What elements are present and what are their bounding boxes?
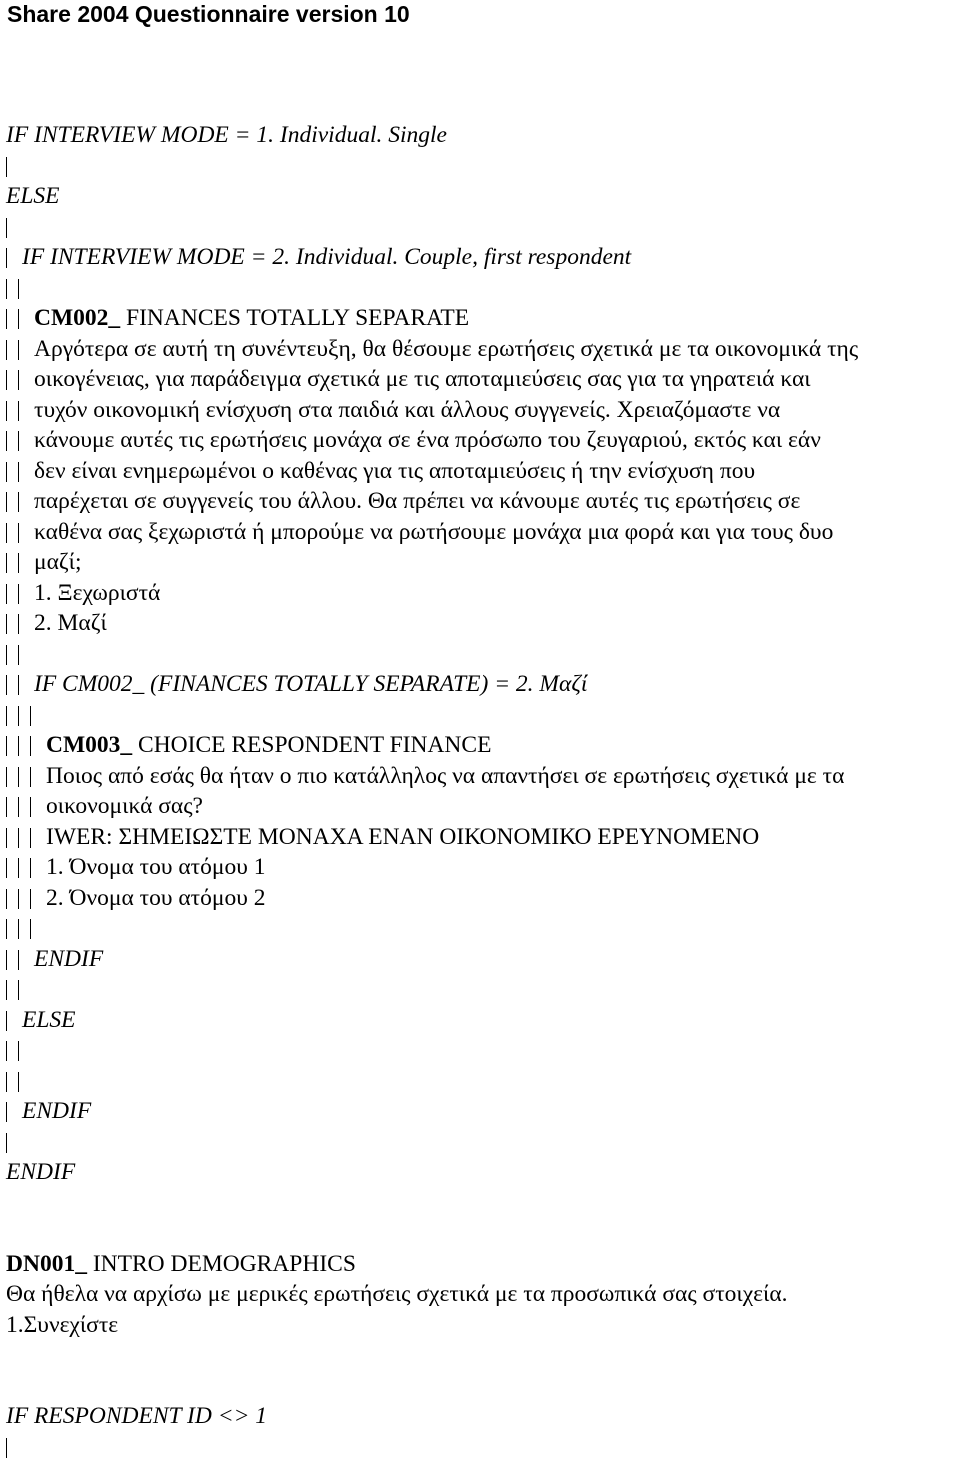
line-text bbox=[34, 547, 82, 577]
line-text bbox=[34, 303, 469, 333]
indent-bar bbox=[18, 980, 19, 1000]
indent-bar bbox=[18, 370, 19, 390]
indent-bar bbox=[30, 736, 31, 756]
indent-bar bbox=[18, 431, 19, 451]
line-text bbox=[34, 578, 160, 608]
line-text bbox=[34, 456, 755, 486]
line-text bbox=[46, 761, 844, 791]
indent-bar bbox=[6, 1133, 7, 1153]
line-text bbox=[22, 1005, 76, 1035]
line-content: CHOICE RESPONDENT FINANCE bbox=[132, 732, 492, 758]
indent-bar bbox=[6, 1011, 7, 1031]
line-text bbox=[6, 120, 447, 150]
indent-bar bbox=[6, 706, 7, 726]
indent-bar bbox=[18, 828, 19, 848]
line-content: ENDIF bbox=[34, 945, 104, 972]
line-text bbox=[34, 364, 811, 394]
indent-bar bbox=[18, 645, 19, 665]
line-content: παρέχεται σε συγγενείς του άλλου. Θα πρέπει να κάνουμε αυτές τις ερωτήσεις σε bbox=[34, 488, 801, 514]
line-content: ELSE bbox=[22, 1006, 76, 1033]
line-content: Ποιος από εσάς θα ήταν ο πιο κατάλληλος να απαντήσει σε ερωτήσεις σχετικά με τα bbox=[46, 762, 845, 789]
indent-bar bbox=[6, 584, 7, 604]
line-content: οικονομικά σας? bbox=[46, 793, 203, 819]
line-content: δεν είναι ενημερωμένοι ο καθένας για τις αποταμιεύσεις ή την ενίσχυση που bbox=[34, 457, 756, 484]
line-content: τυχόν οικονομική ενίσχυση στα παιδιά και άλλους συγγενείς. Χρειαζόμαστε να bbox=[34, 396, 781, 423]
line-content: IWER: ΣΗΜΕΙΩΣΤΕ ΜΟΝΑΧΑ ΕΝΑΝ ΟΙΚΟΝΟΜΙΚΟ ΕΡΕΥΝΟΜΕΝΟ bbox=[46, 823, 760, 850]
line-content: INTRO DEMOGRAPHICS bbox=[86, 1250, 356, 1277]
line-content: ENDIF bbox=[6, 1159, 76, 1185]
line-text bbox=[6, 1157, 75, 1187]
line-content: IF CM002_ (FINANCES TOTALLY SEPARATE) = 2. Μαζί bbox=[34, 671, 588, 697]
indent-bar bbox=[6, 248, 7, 268]
indent-bar bbox=[6, 431, 7, 451]
indent-bar bbox=[6, 462, 7, 482]
line-content: IF INTERVIEW MODE = 1. Individual. Single bbox=[6, 122, 447, 148]
line-content: 2. Όνομα του ατόμου 2 bbox=[46, 884, 266, 911]
indent-bar bbox=[30, 889, 31, 909]
indent-bar bbox=[18, 675, 19, 695]
indent-bar bbox=[6, 279, 7, 299]
indent-bar bbox=[18, 279, 19, 299]
line-text bbox=[34, 425, 821, 455]
indent-bar bbox=[6, 553, 7, 573]
line-text bbox=[34, 486, 800, 516]
line-content: 1. Όνομα του ατόμου 1 bbox=[46, 854, 266, 880]
line-text bbox=[22, 242, 631, 272]
line-content: κάνουμε αυτές τις ερωτήσεις μονάχα σε ένα πρόσωπο του ζευγαριού, εκτός και εάν bbox=[34, 427, 821, 453]
line-text bbox=[6, 181, 60, 211]
line-content: IF INTERVIEW MODE = 2. Individual. Couple, first respondent bbox=[22, 244, 632, 270]
question-code: CM003_ bbox=[46, 732, 133, 758]
indent-bar bbox=[6, 889, 7, 909]
line-text bbox=[6, 1310, 118, 1340]
indent-bar bbox=[18, 584, 19, 604]
line-text bbox=[46, 822, 759, 852]
indent-bar bbox=[6, 858, 7, 878]
line-content: Θα ήθελα να αρχίσω με μερικές ερωτήσεις σχετικά με τα προσωπικά σας στοιχεία. bbox=[6, 1281, 788, 1307]
line-text bbox=[6, 1401, 267, 1431]
indent-bar bbox=[6, 492, 7, 512]
indent-bar bbox=[6, 797, 7, 817]
indent-bar bbox=[18, 1072, 19, 1092]
indent-bar bbox=[18, 401, 19, 421]
indent-bar bbox=[6, 675, 7, 695]
indent-bar bbox=[30, 767, 31, 787]
indent-bar bbox=[18, 858, 19, 878]
indent-bar bbox=[18, 462, 19, 482]
indent-bar bbox=[18, 553, 19, 573]
indent-bar bbox=[18, 492, 19, 512]
indent-bar bbox=[18, 767, 19, 787]
indent-bar bbox=[6, 340, 7, 360]
indent-bar bbox=[18, 614, 19, 634]
indent-bar bbox=[18, 919, 19, 939]
line-content: 2. Μαζί bbox=[34, 610, 107, 636]
line-text bbox=[34, 334, 858, 364]
line-text bbox=[34, 395, 780, 425]
indent-bar bbox=[6, 157, 7, 177]
line-content: οικογένειας, για παράδειγμα σχετικά με τις αποταμιεύσεις σας για τα γηρατειά και bbox=[34, 366, 811, 392]
line-text bbox=[34, 608, 107, 638]
line-content: IF RESPONDENT ID <> 1 bbox=[6, 1403, 268, 1429]
indent-bar bbox=[6, 1102, 7, 1122]
indent-bar bbox=[6, 645, 7, 665]
line-content: καθένα σας ξεχωριστά ή μπορούμε να ρωτήσουμε μονάχα μια φορά και για τους δυο bbox=[34, 518, 834, 545]
line-content: Αργότερα σε αυτή τη συνέντευξη, θα θέσουμε ερωτήσεις σχετικά με τα οικονομικά της bbox=[34, 335, 859, 362]
indent-bar bbox=[30, 797, 31, 817]
line-text bbox=[46, 791, 203, 821]
indent-bar bbox=[30, 858, 31, 878]
line-content: FINANCES TOTALLY SEPARATE bbox=[120, 305, 470, 331]
line-text bbox=[34, 669, 587, 699]
indent-bar bbox=[6, 614, 7, 634]
line-content: ENDIF bbox=[22, 1098, 92, 1124]
indent-bar bbox=[30, 919, 31, 939]
line-content: 1. Ξεχωριστά bbox=[34, 579, 161, 606]
indent-bar bbox=[6, 218, 7, 238]
line-text bbox=[46, 730, 491, 760]
indent-bar bbox=[6, 370, 7, 390]
indent-bar bbox=[6, 736, 7, 756]
indent-bar bbox=[18, 797, 19, 817]
indent-bar bbox=[18, 340, 19, 360]
document-title: Share 2004 Questionnaire version 10 bbox=[7, 1, 410, 27]
indent-bar bbox=[18, 889, 19, 909]
line-text bbox=[6, 1279, 788, 1309]
indent-bar bbox=[30, 706, 31, 726]
indent-bar bbox=[6, 767, 7, 787]
indent-bar bbox=[6, 1041, 7, 1061]
indent-bar bbox=[6, 1072, 7, 1092]
line-text bbox=[46, 883, 265, 913]
indent-bar bbox=[6, 919, 7, 939]
indent-bar bbox=[6, 309, 7, 329]
indent-bar bbox=[18, 706, 19, 726]
line-content: ELSE bbox=[6, 183, 60, 209]
indent-bar bbox=[18, 523, 19, 543]
question-code: DN001_ bbox=[6, 1250, 87, 1277]
indent-bar bbox=[18, 309, 19, 329]
line-text bbox=[34, 517, 833, 547]
line-text bbox=[6, 1249, 356, 1279]
indent-bar bbox=[6, 401, 7, 421]
line-text bbox=[34, 944, 103, 974]
indent-bar bbox=[6, 828, 7, 848]
indent-bar bbox=[6, 980, 7, 1000]
question-code: CM002_ bbox=[34, 305, 121, 331]
line-text bbox=[22, 1096, 91, 1126]
indent-bar bbox=[6, 1438, 7, 1458]
line-content: 1.Συνεχίστε bbox=[6, 1311, 119, 1338]
indent-bar bbox=[30, 828, 31, 848]
indent-bar bbox=[6, 523, 7, 543]
line-text bbox=[46, 852, 265, 882]
indent-bar bbox=[18, 950, 19, 970]
indent-bar bbox=[18, 1041, 19, 1061]
line-content: μαζί; bbox=[34, 549, 82, 575]
indent-bar bbox=[6, 950, 7, 970]
indent-bar bbox=[18, 736, 19, 756]
